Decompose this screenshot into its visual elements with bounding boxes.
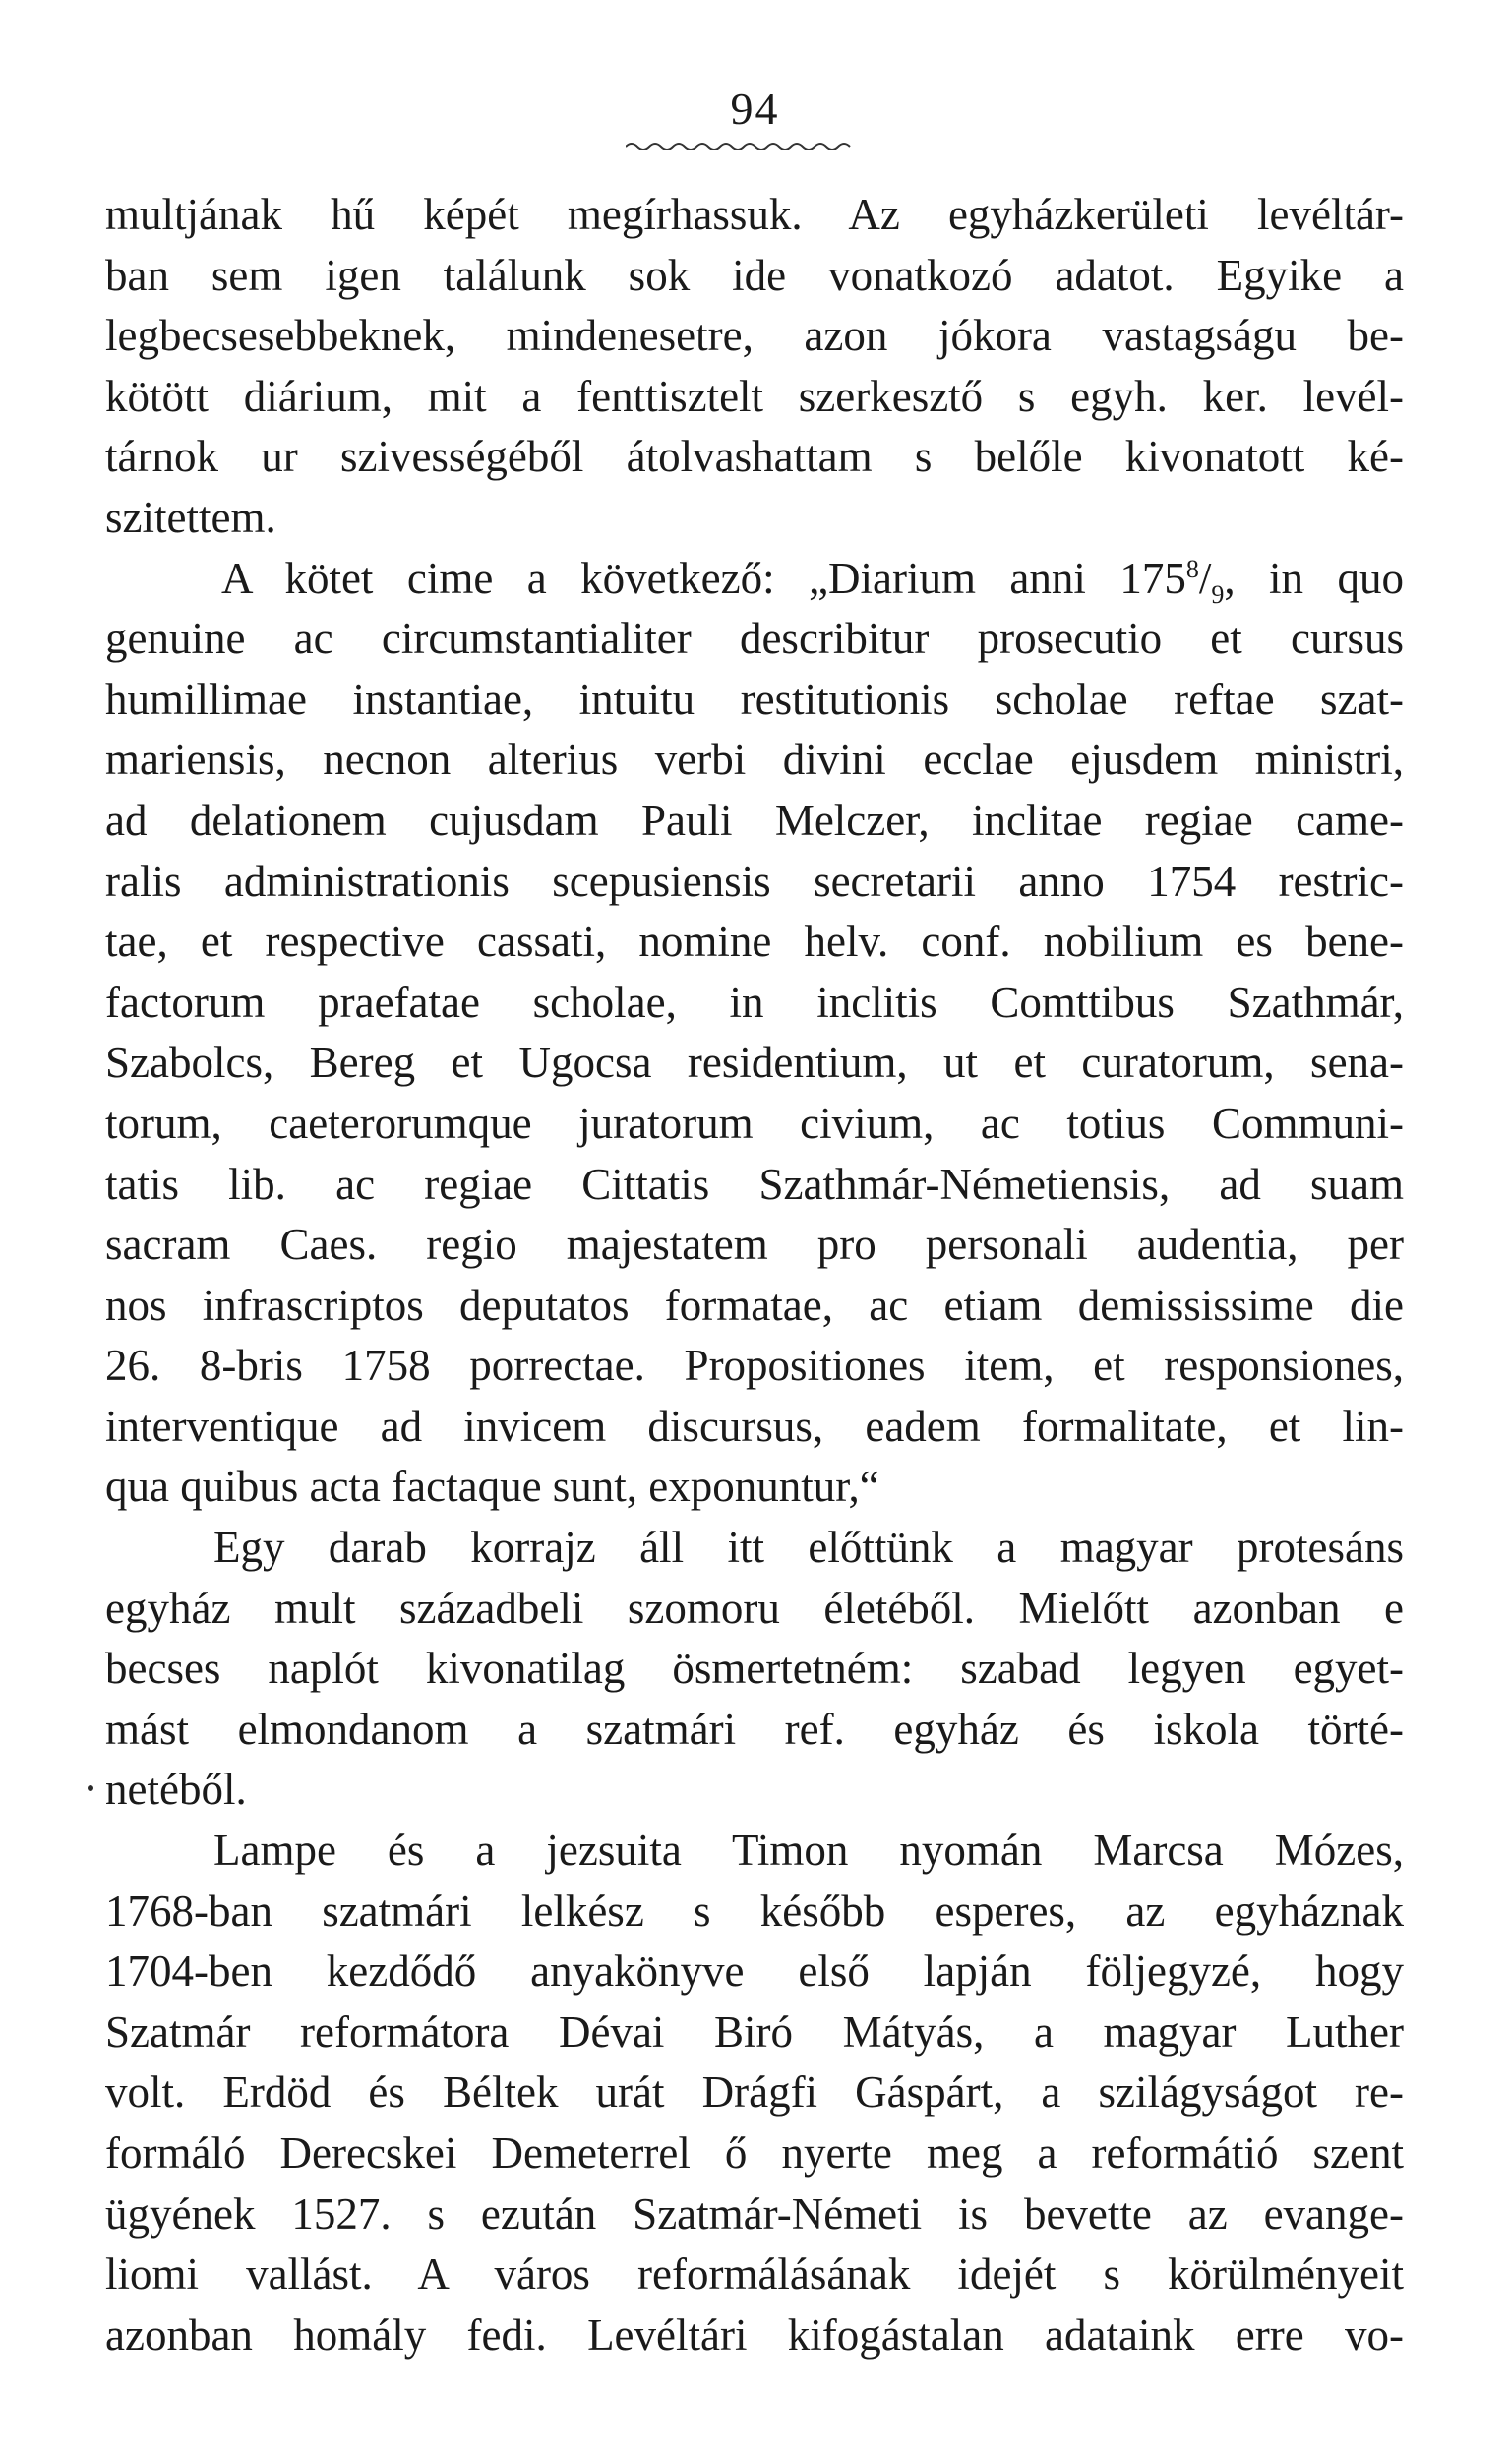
- text-line: becses naplót kivonatilag ösmertetném: szabad legyen egyet-: [105, 1644, 1404, 1694]
- text-line: ad delationem cujusdam Pauli Melczer, inclitae regiae came-: [105, 795, 1404, 845]
- text-line: mást elmondanom a szatmári ref. egyház és iskola törté-: [105, 1704, 1404, 1754]
- text-line: netéből.: [105, 1765, 247, 1815]
- text-line: egyház mult századbeli szomoru életéből. Mielőtt azonban e: [105, 1583, 1404, 1633]
- text-line: ügyének 1527. s ezután Szatmár-Németi is bevette az evange-: [105, 2189, 1404, 2239]
- year-fraction: $^8/_9$: [1185, 553, 1225, 609]
- text-line: tae, et respective cassati, nomine helv. conf. nobilium es bene-: [105, 917, 1404, 967]
- quote-lead: A kötet cime a következő: „Diarium anni 175: [221, 553, 1186, 603]
- text-line: nos infrascriptos deputatos formatae, ac etiam demississime die: [105, 1280, 1404, 1330]
- text-line: Egy darab korrajz áll itt előttünk a magyar protesáns: [213, 1523, 1404, 1573]
- body-text: [105, 185, 1404, 2366]
- text-line: liomi vallást. A város reformálásának idejét s körülményeit: [105, 2250, 1404, 2300]
- text-line: tatis lib. ac regiae Cittatis Szathmár-Németiensis, ad suam: [105, 1159, 1404, 1209]
- page-number: 94: [730, 84, 780, 134]
- fraction-numerator: 8: [1185, 554, 1199, 583]
- text-line: multjának hű képét megírhassuk. Az egyházkerületi levéltár-: [105, 190, 1404, 239]
- text-line: Szabolcs, Bereg et Ugocsa residentium, ut et curatorum, sena-: [105, 1038, 1404, 1088]
- wavy-ornament-icon: [626, 140, 854, 153]
- text-line: factorum praefatae scholae, in inclitis Comttibus Szathmár,: [105, 977, 1404, 1027]
- text-line: tárnok ur szivességéből átolvashattam s belőle kivonatott ké-: [105, 432, 1404, 482]
- fraction-denominator: 9: [1211, 579, 1225, 609]
- text-line: genuine ac circumstantialiter describitur prosecutio et cursus: [105, 614, 1404, 664]
- text-line: sacram Caes. regio majestatem pro personali audentia, per: [105, 1220, 1404, 1270]
- text-line: qua quibus acta factaque sunt, exponuntur,“: [105, 1462, 879, 1512]
- text-line: 26. 8-bris 1758 porrectae. Propositiones item, et responsiones,: [105, 1341, 1404, 1391]
- text-line: ralis administrationis scepusiensis secretarii anno 1754 restric-: [105, 856, 1404, 906]
- quote-tail: , in quo: [1224, 553, 1404, 603]
- text-line: azonban homály fedi. Levéltári kifogástalan adataink erre vo-: [105, 2310, 1404, 2360]
- text-line: ban sem igen találunk sok ide vonatkozó adatot. Egyike a: [105, 250, 1404, 300]
- text-line: torum, caeterorumque juratorum civium, ac totius Communi-: [105, 1098, 1404, 1148]
- quote-title-line: [105, 549, 1404, 610]
- text-line: szitettem.: [105, 492, 276, 542]
- text-line: 1704-ben kezdődő anyakönyve első lapján följegyzé, hogy: [105, 1947, 1404, 1997]
- text-line: mariensis, necnon alterius verbi divini ecclae ejusdem ministri,: [105, 735, 1404, 785]
- text-line: 1768-ban szatmári lelkész s később esperes, az egyháznak: [105, 1886, 1404, 1936]
- text-line: humillimae instantiae, intuitu restitutionis scholae reftae szat-: [105, 674, 1404, 724]
- margin-dot-mark: [88, 1785, 93, 1791]
- text-line: Szatmár reformátora Dévai Biró Mátyás, a magyar Luther: [105, 2007, 1404, 2057]
- text-line: formáló Derecskei Demeterrel ő nyerte meg a reformátió szent: [105, 2129, 1404, 2178]
- text-line: volt. Erdöd és Béltek urát Drágfi Gáspárt, a szilágyságot re-: [105, 2068, 1404, 2118]
- text-line: interventique ad invicem discursus, eadem formalitate, et lin-: [105, 1401, 1404, 1451]
- text-line: Lampe és a jezsuita Timon nyomán Marcsa Mózes,: [213, 1826, 1404, 1876]
- text-line: kötött diárium, mit a fenttisztelt szerkesztő s egyh. ker. levél-: [105, 371, 1404, 421]
- text-line: legbecsesebbeknek, mindenesetre, azon jókora vastagságu be-: [105, 311, 1404, 361]
